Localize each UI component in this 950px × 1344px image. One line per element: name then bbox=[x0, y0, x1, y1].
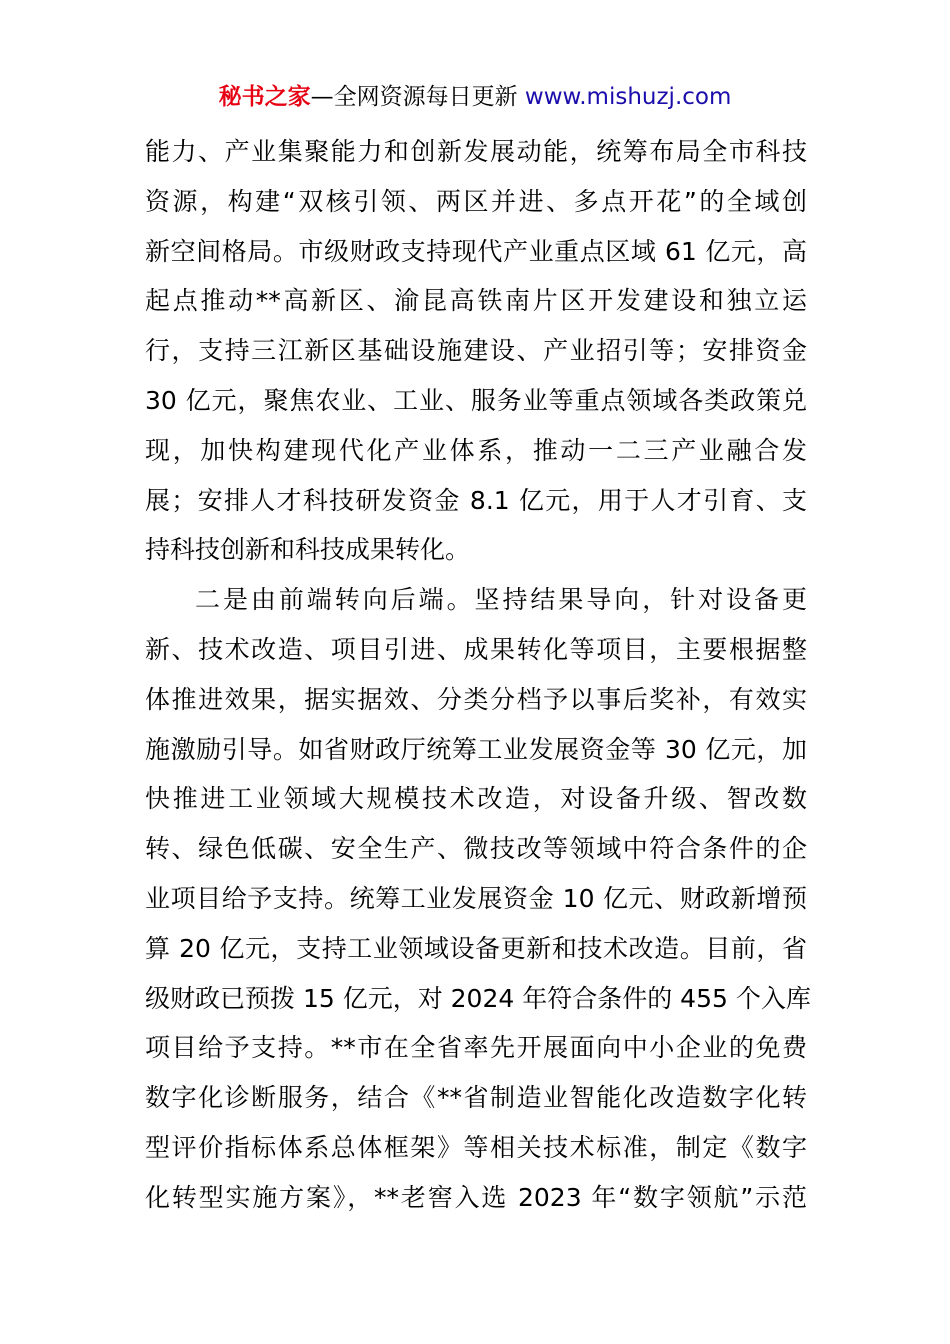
text-line: 展；安排人才科技研发资金 8.1 亿元，用于人才引育、支 bbox=[145, 485, 807, 515]
text-line: 新、技术改造、项目引进、成果转化等项目，主要根据整 bbox=[145, 634, 807, 664]
site-header bbox=[0, 79, 950, 115]
brand-name: 秘书之家 bbox=[218, 84, 311, 110]
text-line: 30 亿元，聚焦农业、工业、服务业等重点领域各类政策兑 bbox=[145, 385, 807, 415]
text-line: 项目给予支持。**市在全省率先开展面向中小企业的免费 bbox=[145, 1033, 807, 1063]
text-line: 资源，构建“双核引领、两区并进、多点开花”的全域创 bbox=[145, 186, 807, 216]
text-line: 施激励引导。如省财政厅统筹工业发展资金等 30 亿元，加 bbox=[145, 734, 807, 764]
text-line: 起点推动**高新区、渝昆高铁南片区开发建设和独立运 bbox=[145, 286, 807, 316]
text-line: 数字化诊断服务，结合《**省制造业智能化改造数字化转 bbox=[145, 1083, 807, 1113]
text-line: 行，支持三江新区基础设施建设、产业招引等；安排资金 bbox=[145, 336, 807, 366]
text-line: 算 20 亿元，支持工业领域设备更新和技术改造。目前，省 bbox=[145, 933, 807, 963]
text-line: 级财政已预拨 15 亿元，对 2024 年符合条件的 455 个入库 bbox=[145, 983, 811, 1013]
text-line: 持科技创新和科技成果转化。 bbox=[145, 535, 471, 565]
text-line: 快推进工业领域大规模技术改造，对设备升级、智改数 bbox=[145, 784, 807, 814]
text-line: 现，加快构建现代化产业体系，推动一二三产业融合发 bbox=[145, 435, 807, 465]
text-line: 化转型实施方案》，**老窖入选 2023 年“数字领航”示范 bbox=[145, 1182, 807, 1212]
paragraph-start-line: 二是由前端转向后端。坚持结果导向，针对设备更 bbox=[195, 585, 807, 615]
text-line: 能力、产业集聚能力和创新发展动能，统筹布局全市科技 bbox=[145, 137, 807, 166]
document-body bbox=[145, 127, 811, 1223]
site-url-link[interactable]: www.mishuzj.com bbox=[524, 84, 732, 110]
text-line: 转、绿色低碳、安全生产、微技改等领域中符合条件的企 bbox=[145, 834, 807, 864]
text-line: 新空间格局。市级财政支持现代产业重点区域 61 亿元，高 bbox=[145, 236, 807, 266]
text-line: 型评价指标体系总体框架》等相关技术标准，制定《数字 bbox=[145, 1132, 807, 1162]
text-line: 体推进效果，据实据效、分类分档予以事后奖补，有效实 bbox=[145, 684, 807, 714]
text-line: 业项目给予支持。统筹工业发展资金 10 亿元、财政新增预 bbox=[145, 883, 807, 913]
header-tagline: —全网资源每日更新 bbox=[310, 84, 525, 110]
